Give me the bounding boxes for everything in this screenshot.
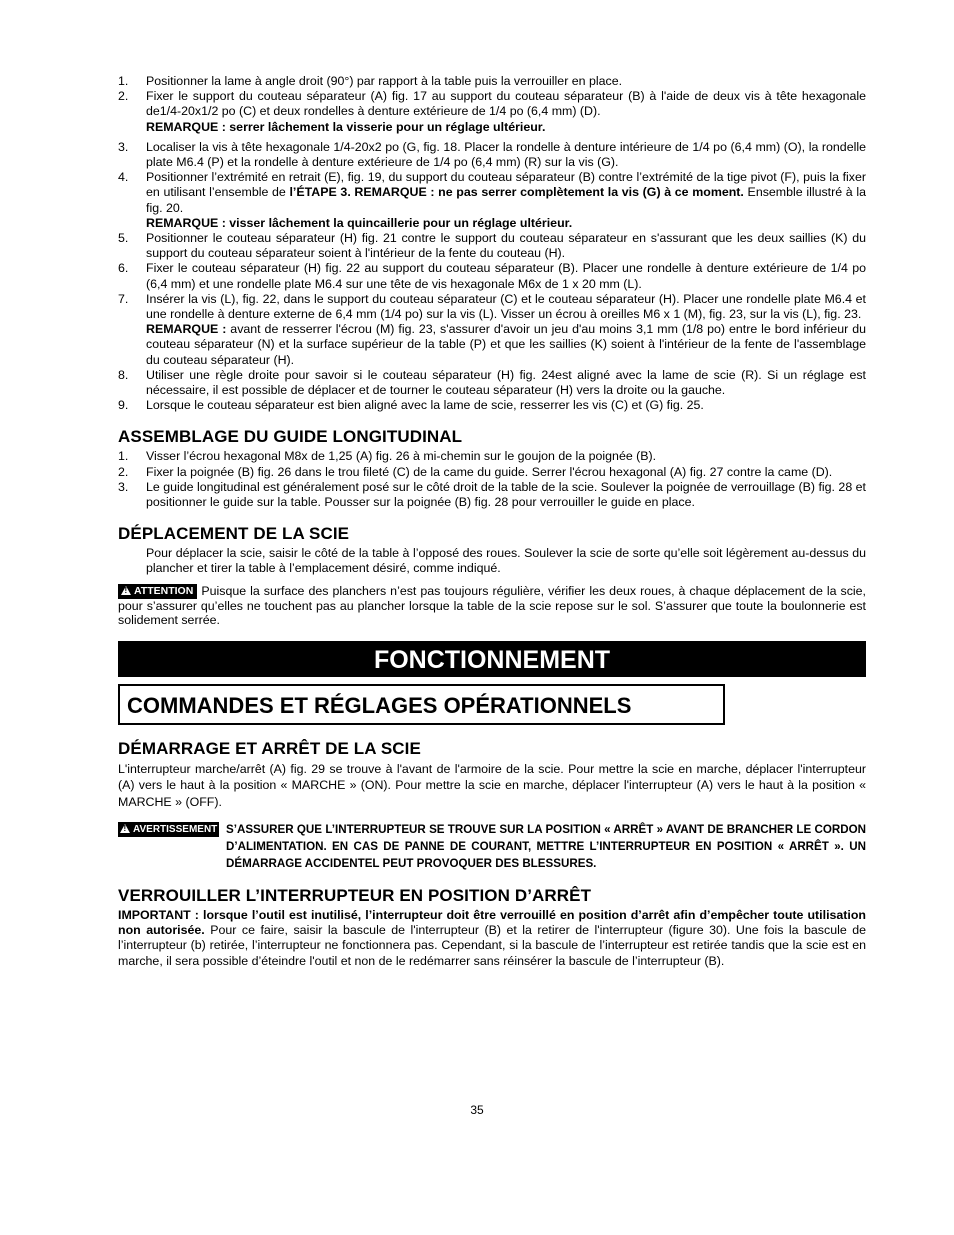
list-item: 8. Utiliser une règle droite pour savoir si le couteau séparateur (H) fig. 24est aligné avec la lame de scie (R). Si un réglage est nécessaire, il est possible de déplacer et de tourner le couteau séparateur (H) vers la droite ou la gauche. bbox=[118, 367, 866, 398]
start-paragraph: L'interrupteur marche/arrêt (A) fig. 29 se trouve à l'avant de l'armoire de la scie. Pour mettre la scie en marche, déplacer l'interrupteur (A) vers le haut à la position « MARCHE » (ON). Pour mettre la scie en marche, déplacer l'interrupteur (A) vers le haut à la position « MARCHE » (OFF). bbox=[118, 761, 866, 810]
section-heading-move: DÉPLACEMENT DE LA SCIE bbox=[118, 524, 350, 544]
page-number: 35 bbox=[470, 1103, 484, 1117]
attention-badge: !ATTENTION bbox=[118, 584, 197, 599]
section-heading-start: DÉMARRAGE ET ARRÊT DE LA SCIE bbox=[118, 738, 421, 758]
list-item: 3. Le guide longitudinal est généralement posé sur le côté droit de la table de la scie. Soulever la poignée de verrouillage (B) fig. 28 et positionner le guide sur la table. Pousser sur la poignée (B) fig. 28 pour verrouiller le guide en place. bbox=[118, 479, 866, 510]
list-item: 5. Positionner le couteau séparateur (H) fig. 21 contre le support du couteau séparateur en s'assurant que les deux saillies (K) du support du couteau séparateur soient à l'intérieur de la fente du couteau (H). bbox=[118, 231, 866, 261]
rip-fence-steps bbox=[118, 449, 866, 510]
section-heading-guide: ASSEMBLAGE DU GUIDE LONGITUDINAL bbox=[118, 427, 463, 447]
list-item: 6. Fixer le couteau séparateur (H) fig. 22 au support du couteau séparateur (B). Placer une rondelle à denture extérieure de 1/4 po (6,4 mm) et une rondelle plate M6.4 sur une tête de vis hexagonale M6x de 1 x 20 mm (L). bbox=[118, 261, 866, 291]
document-page bbox=[118, 74, 866, 969]
warning-badge: !AVERTISSEMENT bbox=[118, 822, 219, 837]
warning-triangle-icon bbox=[121, 586, 131, 595]
lock-paragraph: IMPORTANT : lorsque l’outil est inutilisé, l’interrupteur doit être verrouillé en position d’arrêt afin d’empêcher toute utilisation non autorisée. Pour ce faire, saisir la bascule de l'interrupteur (B) et la retirer de l'interrupteur (figure 30). Une fois la bascule de l’interrupteur (b) retirée, l’interrupteur ne fonctionnera pas. Cependant, si la bascule de l’interrupteur est retirée tandis que la scie est en marche, il sera possible d’éteindre l'outil et non de le redémarrer sans réinsérer la bascule de l’interrupteur (B). bbox=[118, 908, 867, 968]
chapter-banner: FONCTIONNEMENT bbox=[118, 641, 866, 677]
list-item: 7. Insérer la vis (L), fig. 22, dans le support du couteau séparateur (C) et le couteau séparateur (H). Placer une rondelle plate M6.4 et une rondelle à denture externe de 6,4 mm (1/4 po) sur la vis (L). Visser un écrou à oreilles M6 x 1 (M), fig. 23, sur la vis (L), fig. 23. REMARQUE : avant de resserrer l'écrou (M) fig. 23, s'assurer d'avoir un jeu d'au moins 3,1 mm (1/8 po) entre le bord inférieur du couteau séparateur (N) et la surface supérieur de la table (P) et que les saillies (K) soient à l'intérieur de la fente de l'assemblage du couteau séparateur (H). bbox=[118, 291, 866, 367]
list-item: 1. Positionner la lame à angle droit (90°) par rapport à la table puis la verrouiller en place. bbox=[118, 74, 623, 88]
list-item: 3. Localiser la vis à tête hexagonale 1/4-20x2 po (G, fig. 18. Placer la rondelle à denture intérieure de 1/4 po (6,4 mm) (O), la rondelle plate M6.4 (P) et la rondelle à denture extérieure de 1/4 po (6,4 mm) (R) sur la vis (G). bbox=[118, 139, 866, 170]
boxed-heading: COMMANDES ET RÉGLAGES OPÉRATIONNELS bbox=[118, 684, 725, 725]
move-paragraph: Pour déplacer la scie, saisir le côté de la table à l’opposé des roues. Soulever la scie de sorte qu’elle soit légèrement au-dessus du plancher et tirer la table à l’emplacement désiré, comme indiqué. bbox=[146, 546, 866, 576]
list-item: 2. Fixer le support du couteau séparateur (A) fig. 17 au support du couteau séparateur (B) à l'aide de deux vis à tête hexagonale de1/4-20x1/2 po (C) et deux rondelles à denture extérieure de 1/4 po (6,4 mm) (D). REMARQUE : serrer lâchement la visserie pour un réglage ultérieur. bbox=[118, 89, 866, 134]
warning-notice: !AVERTISSEMENT S’ASSURER QUE L’INTERRUPTEUR SE TROUVE SUR LA POSITION « ARRÊT » AVANT DE BRANCHER LE CORDON D’ALIMENTATION. EN CAS DE PANNE DE COURANT, METTRE L’INTERRUPTEUR EN POSITION « ARRÊT ». UN DÉMARRAGE ACCIDENTEL PEUT PROVOQUER DES BLESSURES. bbox=[118, 821, 866, 872]
section-heading-lock: VERROUILLER L’INTERRUPTEUR EN POSITION D’ARRÊT bbox=[118, 886, 592, 906]
list-item: 4. Positionner l’extrémité en retrait (E), fig. 19, du support du couteau séparateur (B) contre l’extrémité de la tige pivot (F), puis la fixer en utilisant l’ensemble de l’ÉTAPE 3. REMARQUE : ne pas serrer complètement la vis (G) à ce moment. Ensemble illustré à la fig. 20. REMARQUE : visser lâchement la quincaillerie pour un réglage ultérieur. bbox=[118, 170, 866, 230]
list-item: 1. Visser l’écrou hexagonal M8x de 1,25 (A) fig. 26 à mi-chemin sur le goujon de la poignée (B). bbox=[118, 449, 657, 464]
list-item: 9. Lorsque le couteau séparateur est bien aligné avec la lame de scie, resserrer les vis (C) et (G) fig. 25. bbox=[118, 398, 704, 413]
warning-triangle-icon bbox=[120, 824, 130, 833]
attention-notice: !ATTENTION Puisque la surface des planchers n’est pas toujours régulière, vérifier les deux roues, à chaque déplacement de la scie, pour s’assurer qu’elles ne touchent pas au plancher lorsque la table de la scie repose sur le sol. S’assurer que toute la boulonnerie est solidement serrée. bbox=[118, 584, 866, 628]
list-item: 2. Fixer la poignée (B) fig. 26 dans le trou fileté (C) de la came du guide. Serrer l'écrou hexagonal (A) fig. 27 contre la came (D). bbox=[118, 464, 833, 479]
note: REMARQUE : serrer lâchement la visserie pour un réglage ultérieur. bbox=[146, 119, 546, 134]
note: REMARQUE : visser lâchement la quincaillerie pour un réglage ultérieur. bbox=[146, 215, 573, 230]
riving-knife-steps bbox=[118, 74, 866, 413]
